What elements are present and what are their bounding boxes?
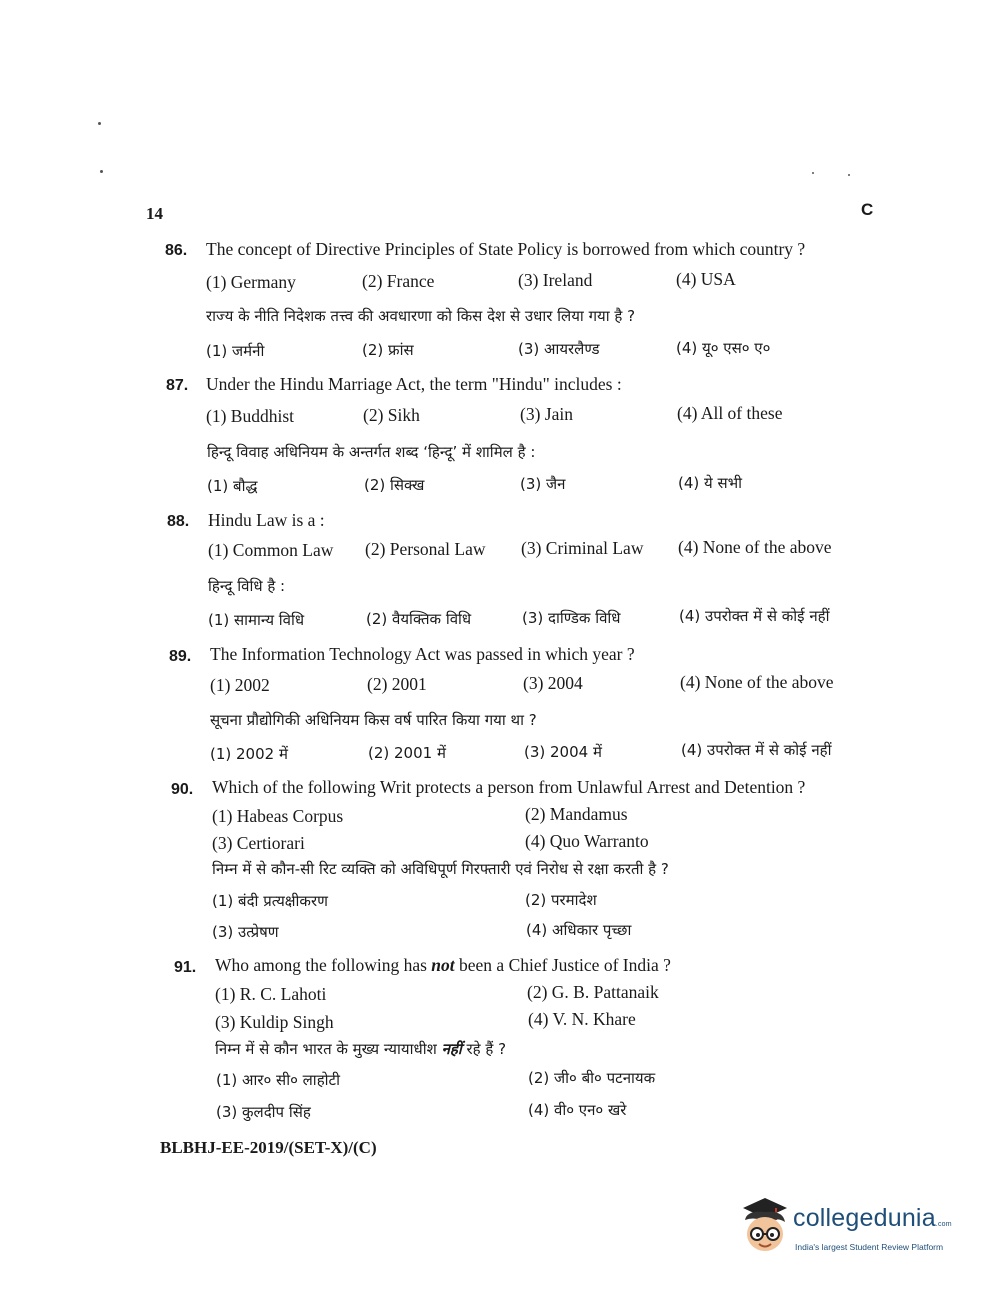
- option-en: (3) 2004: [523, 673, 583, 693]
- question-text-part: Who among the following has: [215, 955, 432, 975]
- option-hi: (3) उत्प्रेषण: [212, 923, 279, 941]
- option-hi: (3) कुलदीप सिंह: [216, 1103, 311, 1121]
- option-en: (4) Quo Warranto: [525, 831, 649, 851]
- question-number: 90.: [171, 781, 194, 798]
- scan-speck: [812, 172, 814, 174]
- option-hi: (3) आयरलैण्ड: [518, 340, 600, 358]
- paper-code: BLBHJ-EE-2019/(SET-X)/(C): [160, 1138, 377, 1157]
- set-letter: C: [861, 200, 874, 219]
- question-text-part: निम्न में से कौन भारत के मुख्य न्यायाधीश: [215, 1040, 442, 1058]
- question-text-en: [215, 955, 671, 976]
- question-number: 89.: [169, 648, 192, 665]
- option-en: (3) Kuldip Singh: [215, 1012, 334, 1032]
- option-hi: (2) परमादेश: [525, 891, 597, 909]
- option-en: (2) Mandamus: [525, 804, 628, 824]
- option-hi: (1) जर्मनी: [206, 342, 265, 360]
- option-hi: (3) 2004 में: [524, 743, 602, 761]
- option-en: (4) None of the above: [680, 672, 834, 692]
- question-text-hi: निम्न में से कौन-सी रिट व्यक्ति को अविधिपूर्ण गिरफ्तारी एवं निरोध से रक्षा करती है ?: [212, 860, 669, 878]
- logo-tagline: India's largest Student Review Platform: [795, 1242, 944, 1252]
- page-number: 14: [146, 204, 163, 223]
- question-text-hi: हिन्दू विवाह अधिनियम के अन्तर्गत शब्द ‘हिन्दू’ में शामिल है :: [207, 443, 536, 461]
- question-text-en: Hindu Law is a :: [208, 510, 325, 530]
- option-hi: (1) बौद्ध: [207, 477, 258, 495]
- question-text-part: रहे हैं ?: [461, 1040, 507, 1058]
- question-text-hi: [215, 1039, 506, 1059]
- option-en: (1) R. C. Lahoti: [215, 984, 327, 1004]
- scan-speck: [98, 122, 101, 125]
- option-en: (2) France: [362, 271, 435, 291]
- question-number: 88.: [167, 513, 190, 530]
- logo-suffix: .com: [935, 1221, 952, 1228]
- option-en: (1) Habeas Corpus: [212, 806, 344, 826]
- option-hi: (2) 2001 में: [368, 744, 446, 762]
- option-en: (1) Common Law: [208, 540, 334, 560]
- question-number: 91.: [174, 959, 197, 976]
- emphasis-word: नहीं: [441, 1040, 462, 1058]
- option-en: (2) G. B. Pattanaik: [527, 982, 659, 1002]
- question-text-hi: राज्य के नीति निदेशक तत्त्व की अवधारणा को किस देश से उधार लिया गया है ?: [206, 307, 636, 325]
- option-en: (1) 2002: [210, 675, 270, 695]
- option-en: (4) USA: [676, 269, 736, 289]
- question-text-hi: सूचना प्रौद्योगिकी अधिनियम किस वर्ष पारित किया गया था ?: [210, 711, 537, 729]
- question-text-part: been a Chief Justice of India ?: [454, 955, 671, 975]
- question-number: 86.: [165, 242, 188, 259]
- option-hi: (4) ये सभी: [678, 474, 743, 492]
- option-hi: (4) उपरोक्त में से कोई नहीं: [679, 607, 830, 625]
- option-en: (3) Jain: [520, 404, 573, 424]
- scan-speck: [848, 174, 850, 176]
- option-hi: (2) फ्रांस: [362, 341, 414, 359]
- option-hi: (4) वी० एन० खरे: [528, 1101, 627, 1119]
- option-en: (4) All of these: [677, 403, 783, 423]
- option-hi: (3) दाण्डिक विधि: [522, 609, 621, 627]
- option-en: (4) V. N. Khare: [528, 1009, 636, 1029]
- option-en: (2) Personal Law: [365, 539, 486, 559]
- option-hi: (2) वैयक्तिक विधि: [366, 610, 472, 628]
- logo-wordmark: [793, 1204, 952, 1233]
- option-hi: (4) यू० एस० ए०: [676, 339, 771, 357]
- option-hi: (4) अधिकार पृच्छा: [526, 921, 632, 939]
- option-hi: (2) जी० बी० पटनायक: [528, 1069, 656, 1087]
- option-hi: (4) उपरोक्त में से कोई नहीं: [681, 741, 832, 759]
- option-hi: (3) जैन: [520, 475, 566, 493]
- mascot-icon: [735, 1196, 793, 1258]
- question-text-en: The concept of Directive Principles of State Policy is borrowed from which country ?: [206, 239, 806, 259]
- option-hi: (1) बंदी प्रत्यक्षीकरण: [212, 892, 328, 910]
- question-text-en: Which of the following Writ protects a person from Unlawful Arrest and Detention ?: [212, 777, 806, 797]
- question-text-en: Under the Hindu Marriage Act, the term "Hindu" includes :: [206, 374, 622, 394]
- collegedunia-logo[interactable]: [735, 1196, 965, 1266]
- option-hi: (1) 2002 में: [210, 745, 288, 763]
- scan-speck: [100, 170, 103, 173]
- option-en: (3) Criminal Law: [521, 538, 644, 558]
- option-en: (3) Certiorari: [212, 833, 305, 853]
- option-hi: (1) आर० सी० लाहोटी: [216, 1071, 340, 1089]
- question-text-en: The Information Technology Act was passed in which year ?: [210, 644, 635, 664]
- option-en: (2) 2001: [367, 674, 427, 694]
- logo-name-text: collegedunia: [793, 1204, 936, 1232]
- option-hi: (2) सिक्ख: [364, 476, 425, 494]
- emphasis-word: not: [431, 955, 455, 975]
- option-en: (3) Ireland: [518, 270, 593, 290]
- option-en: (1) Buddhist: [206, 406, 294, 426]
- option-en: (1) Germany: [206, 272, 296, 292]
- option-en: (4) None of the above: [678, 537, 832, 557]
- option-en: (2) Sikh: [363, 405, 420, 425]
- question-number: 87.: [166, 377, 189, 394]
- question-text-hi: हिन्दू विधि है :: [208, 577, 286, 595]
- option-hi: (1) सामान्य विधि: [208, 611, 305, 629]
